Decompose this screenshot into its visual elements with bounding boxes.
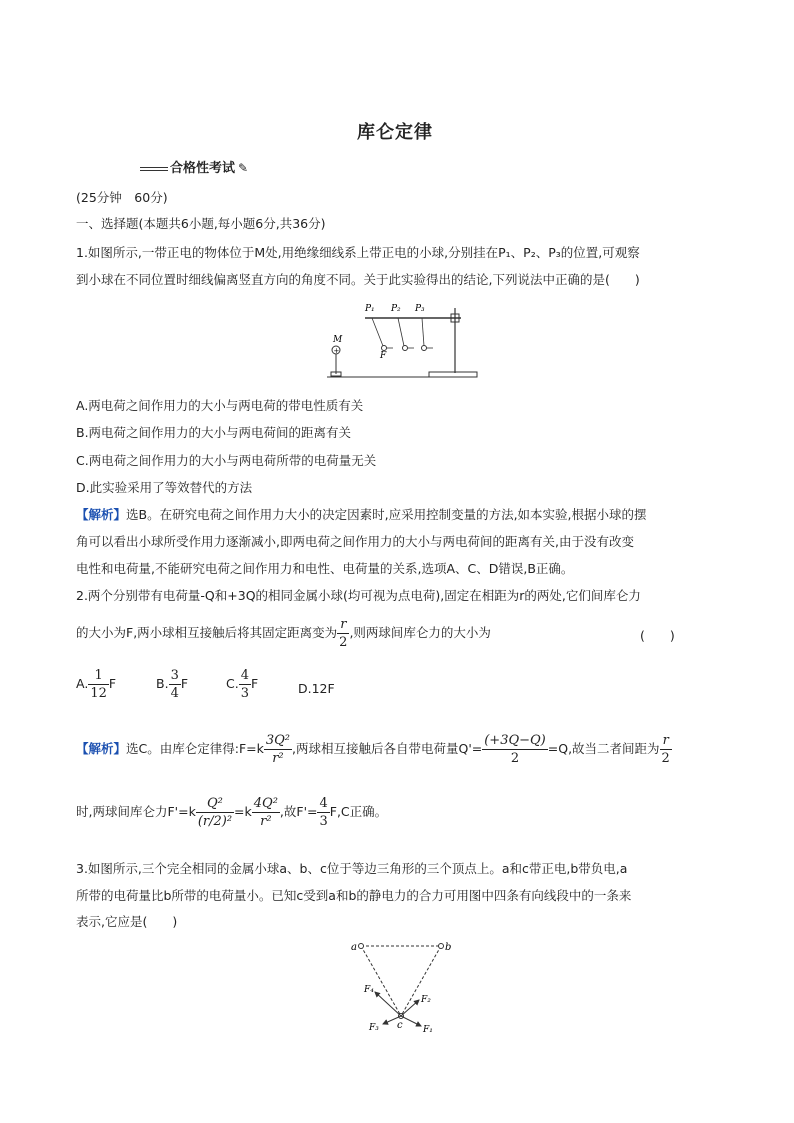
q2-opt-a-num: 1 — [88, 667, 109, 685]
q3-fig-side-ac — [361, 946, 401, 1016]
q3-fig-arrow-f4 — [375, 992, 401, 1016]
q1-fig-string-p1 — [372, 318, 383, 346]
q2-stem-text: 的大小为F,两小球相互接触后将其固定距离变为 — [76, 625, 338, 640]
q2-opt-c-den: 3 — [240, 686, 249, 701]
q3-fig-label-f3: F₃ — [369, 1023, 379, 1033]
q2-analysis-line1 — [76, 732, 672, 767]
q3-fig-ball-b — [439, 944, 444, 949]
q2-analysis-text6: F,C正确。 — [329, 804, 388, 819]
q3-fig-label-f1: F₁ — [423, 1025, 433, 1035]
q1-fig-ball-p2 — [403, 346, 408, 351]
q2-stem-line2 — [76, 616, 491, 651]
q1-analysis-line1 — [76, 507, 647, 523]
q1-fig-string-p2 — [398, 318, 404, 346]
q2-a2-frac3 — [317, 795, 329, 830]
q2-a1-frac1 — [264, 732, 292, 767]
q2-a2-f3-num: 4 — [319, 796, 328, 811]
q3-stem-line2: 所带的电荷量比b所带的电荷量小。已知c受到a和b的静电力的合力可用图中四条有向线段中的一条来 — [76, 888, 632, 903]
q2-a1-frac3 — [660, 732, 672, 767]
q2-a2-f2-den: r² — [260, 814, 272, 829]
q2-stem-line1: 2.两个分别带有电荷量-Q和+3Q的相同金属小球(均可视为点电荷),固定在相距为r的两处,它们间库仑力 — [76, 588, 641, 603]
q2-opt-c-letter: C. — [226, 676, 239, 691]
q2-a1-f1-den: r² — [272, 751, 284, 766]
q2-option-d: D.12F — [298, 681, 335, 696]
q2-a1-f3-num: r — [660, 732, 672, 750]
q2-opt-a-letter: A. — [76, 676, 89, 691]
q2-a1-f1-num: 3Q² — [265, 733, 290, 748]
q3-stem-line3: 表示,它应是( ) — [76, 914, 178, 929]
q2-opt-b-den: 4 — [170, 686, 179, 701]
q3-fig-label-f2: F₂ — [421, 995, 431, 1005]
q1-fig-label-f: F — [380, 351, 387, 361]
q1-fig-label-m: M — [333, 335, 343, 345]
q1-fig-label-p2: P₂ — [391, 304, 401, 314]
q2-a1-f2-num: (+3Q−Q) — [484, 733, 546, 748]
section-bar-decoration — [140, 167, 168, 171]
q3-fig-label-f4: F₄ — [364, 985, 374, 995]
q1-pendulum-figure — [325, 298, 485, 380]
q1-fig-string-p3 — [422, 318, 424, 346]
q1-stem-line2: 到小球在不同位置时细线偏离竖直方向的角度不同。关于此实验得出的结论,下列说法中正确的是( ) — [76, 272, 640, 287]
q1-fig-label-p1: P₁ — [365, 304, 375, 314]
q1-analysis-text1: 选B。在研究电荷之间作用力大小的决定因素时,应采用控制变量的方法,如本实验,根据小球的摆 — [126, 507, 647, 522]
q2-analysis-eq: =k — [234, 804, 252, 819]
page-title: 库仑定律 — [357, 122, 433, 143]
q2-opt-a-den: 12 — [90, 686, 107, 701]
q1-option-d: D.此实验采用了等效替代的方法 — [76, 480, 253, 495]
q2-option-a — [76, 667, 116, 702]
q2-opt-c-num: 4 — [240, 668, 249, 683]
q1-analysis-line3: 电性和电荷量,不能研究电荷之间作用力和电性、电荷量的关系,选项A、C、D错误,B正确。 — [76, 561, 574, 576]
q1-analysis-line2: 角可以看出小球所受作用力逐渐减小,即两电荷之间作用力的大小与两电荷间的距离有关,由于没有改变 — [76, 534, 634, 549]
q1-fig-ball-p3 — [422, 346, 427, 351]
q2-opt-b-frac — [169, 667, 181, 702]
section-label — [140, 157, 248, 176]
q2-opt-b-letter: B. — [156, 676, 169, 691]
q2-a1-f2-den: 2 — [510, 751, 520, 766]
q2-option-b — [156, 667, 188, 702]
q2-opt-c-frac — [239, 667, 251, 702]
pencil-icon: ✎ — [238, 161, 249, 175]
q1-analysis-tag: 【解析】 — [76, 507, 127, 522]
q1-fig-plus-sign: + — [333, 347, 340, 355]
q1-fig-label-p3: P₃ — [415, 304, 425, 314]
q3-fig-label-a: a — [351, 942, 357, 953]
q1-fig-stand-base — [429, 372, 477, 377]
q2-analysis-text1: 选C。由库仑定律得:F=k — [126, 741, 264, 756]
q3-fig-arrow-f1 — [401, 1016, 421, 1026]
q3-fig-side-bc — [401, 946, 441, 1016]
q2-a2-f2-num: 4Q² — [253, 796, 278, 811]
q3-stem-line1: 3.如图所示,三个完全相同的金属小球a、b、c位于等边三角形的三个顶点上。a和c带正电,b带负电,a — [76, 861, 628, 876]
time-score: (25分钟 60分) — [76, 190, 168, 205]
q2-fraction-r-over-2 — [337, 616, 349, 651]
q2-a1-f3-den: 2 — [661, 751, 670, 766]
q1-option-b: B.两电荷之间作用力的大小与两电荷间的距离有关 — [76, 425, 352, 440]
q2-analysis-line2 — [76, 795, 387, 830]
q2-opt-b-unit: F — [180, 676, 189, 691]
q1-fig-ball-p1 — [382, 346, 387, 351]
q2-a2-f3-den: 3 — [319, 814, 328, 829]
q2-option-c — [226, 667, 258, 702]
part-heading: 一、选择题(本题共6小题,每小题6分,共36分) — [76, 216, 326, 231]
q1-option-c: C.两电荷之间作用力的大小与两电荷所带的电荷量无关 — [76, 453, 377, 468]
section-label-text: 合格性考试 — [170, 161, 236, 176]
q2-opt-c-unit: F — [250, 676, 259, 691]
q2-frac-den: 2 — [339, 635, 348, 650]
q2-frac-num: r — [337, 616, 349, 634]
q2-a2-frac2 — [252, 795, 280, 830]
q2-analysis-text3: =Q,故当二者间距为 — [547, 741, 660, 756]
q1-option-a: A.两电荷之间作用力的大小与两电荷的带电性质有关 — [76, 398, 364, 413]
q2-a2-frac1 — [196, 795, 234, 830]
q2-opt-a-frac — [88, 667, 109, 702]
q2-opt-b-num: 3 — [170, 668, 179, 683]
q2-answer-paren: ( ) — [640, 628, 675, 643]
q2-stem-text-post: ,则两球间库仑力的大小为 — [349, 625, 491, 640]
q3-triangle-figure — [345, 938, 465, 1038]
q2-a2-f1-num: Q² — [196, 795, 234, 813]
q2-analysis-text2: ,两球相互接触后各自带电荷量Q'= — [292, 741, 483, 756]
q3-fig-label-b: b — [445, 942, 452, 953]
q2-opt-a-unit: F — [108, 676, 117, 691]
q2-analysis-tag: 【解析】 — [76, 741, 127, 756]
q3-fig-label-c: c — [397, 1020, 403, 1031]
q3-fig-arrow-f2 — [401, 1000, 419, 1016]
q2-a2-f1-den: (r/2)² — [197, 814, 233, 829]
q1-stem-line1: 1.如图所示,一带正电的物体位于M处,用绝缘细线系上带正电的小球,分别挂在P₁、P₂、P₃的位置,可观察 — [76, 245, 640, 260]
q2-analysis-text4: 时,两球间库仑力F'=k — [76, 804, 196, 819]
q2-analysis-text5: ,故F'= — [279, 804, 318, 819]
q3-fig-ball-a — [359, 944, 364, 949]
q2-a1-frac2 — [482, 732, 548, 767]
